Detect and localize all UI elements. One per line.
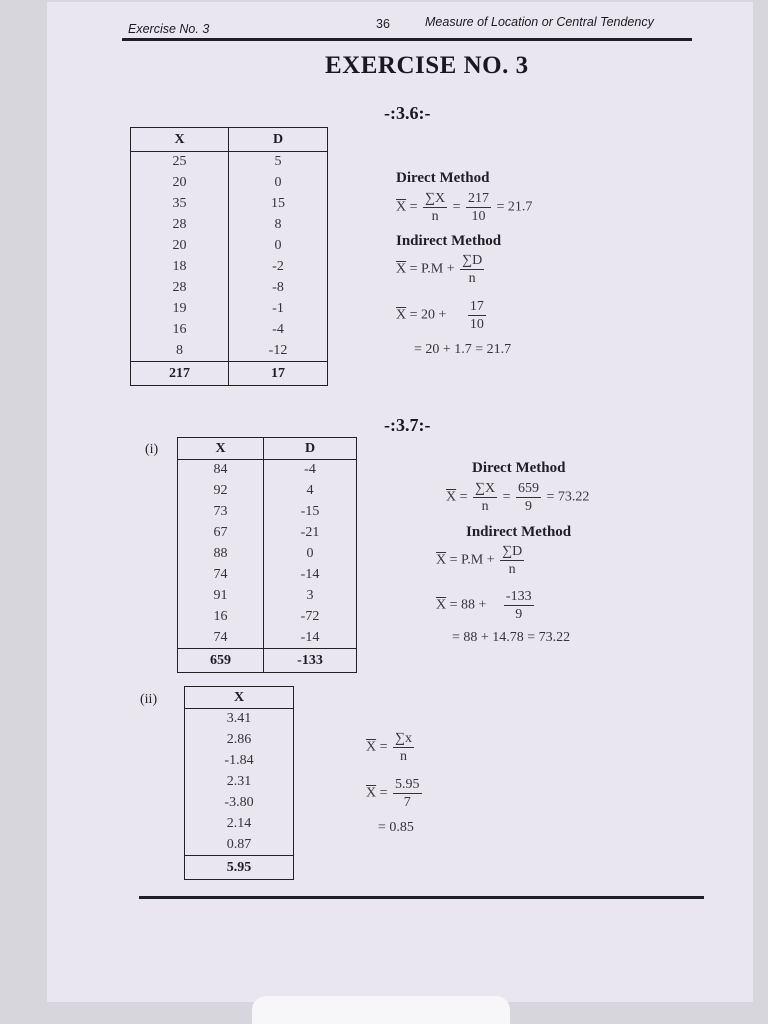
table-cell: 15 xyxy=(229,194,328,215)
denominator: n xyxy=(400,749,408,764)
table-cell: 25 xyxy=(172,154,187,170)
denominator: n xyxy=(508,562,516,577)
table-total-row xyxy=(131,362,328,386)
x-bar-symbol: $\overline{X}$ xyxy=(446,489,457,505)
footer-rule xyxy=(139,896,704,899)
table-cell: 0 xyxy=(229,173,328,194)
table-cell: 0 xyxy=(264,544,357,565)
table-total-cell: -133 xyxy=(264,649,357,673)
header-right: Measure of Location or Central Tendency xyxy=(425,15,654,29)
table-cell: 35 xyxy=(172,196,187,211)
column-header-d: D xyxy=(229,128,328,152)
direct-method-label: Direct Method xyxy=(396,170,490,186)
indirect-method-line3: = 20 + 1.7 = 21.7 xyxy=(414,342,512,357)
table-row xyxy=(185,730,294,751)
table-cell: -4 xyxy=(264,460,357,481)
table-cell: -8 xyxy=(229,278,328,299)
equals-sign: = xyxy=(459,489,468,505)
numerator: 17 xyxy=(469,299,484,314)
x-bar-symbol: $\overline{X}$ xyxy=(366,785,377,801)
table-row xyxy=(131,299,328,320)
table-cell: 3 xyxy=(264,586,357,607)
table-row xyxy=(131,278,328,299)
mean-formula-line2 xyxy=(366,776,424,811)
table-cell: 19 xyxy=(172,301,187,316)
indirect-method-line1 xyxy=(396,252,486,287)
denominator: 10 xyxy=(469,317,484,332)
x-bar-symbol: $\overline{X}$ xyxy=(366,739,377,755)
x-bar-symbol: $\overline{X}$ xyxy=(436,597,447,613)
table-row xyxy=(185,793,294,814)
result: = 21.7 xyxy=(496,199,533,215)
x-bar-symbol: $\overline{X}$ xyxy=(396,307,407,323)
table-cell: 0 xyxy=(229,236,328,257)
table-cell: 16 xyxy=(213,609,228,624)
table-total-row xyxy=(185,856,294,880)
table-cell: 3.41 xyxy=(226,711,252,727)
table-row xyxy=(178,628,357,649)
direct-method-label: Direct Method xyxy=(472,460,566,476)
numerator: ∑X xyxy=(475,481,496,496)
table-cell: 2.14 xyxy=(226,816,252,831)
table-cell: 73 xyxy=(213,504,228,519)
table-row xyxy=(178,502,357,523)
table-row xyxy=(185,772,294,793)
pm-plus: = 88 + xyxy=(449,597,487,613)
table-cell: -21 xyxy=(264,523,357,544)
table-cell: 28 xyxy=(172,280,187,295)
table-row xyxy=(178,460,357,481)
column-header-x: X xyxy=(185,687,294,709)
denominator: n xyxy=(431,209,439,224)
table-cell: 74 xyxy=(213,567,228,582)
table-3-6 xyxy=(130,127,328,386)
pm-plus: = 20 + xyxy=(409,307,447,323)
fraction-sum-d-over-n xyxy=(500,543,524,578)
table-cell: 8 xyxy=(176,342,183,358)
table-row xyxy=(178,565,357,586)
column-header-x: X xyxy=(178,438,264,460)
table-row xyxy=(131,173,328,194)
table-cell: 8 xyxy=(229,215,328,236)
table-cell: -1 xyxy=(229,299,328,320)
numerator: 5.95 xyxy=(395,777,420,792)
result: = 73.22 xyxy=(546,489,590,505)
page-edge-tab xyxy=(252,996,510,1024)
table-row xyxy=(178,544,357,565)
numerator: 659 xyxy=(518,481,540,496)
table-cell: 91 xyxy=(213,588,228,603)
table-cell: 92 xyxy=(213,483,228,498)
table-3-7-i xyxy=(177,437,357,673)
table-cell: 0.87 xyxy=(226,836,252,852)
fraction-sum-d-over-n xyxy=(460,252,484,287)
table-row xyxy=(131,236,328,257)
column-header-x: X xyxy=(131,128,229,152)
part-i-label: (i) xyxy=(145,442,159,457)
direct-method-formula xyxy=(446,480,589,515)
table-cell: 67 xyxy=(213,525,228,540)
section-3-7-heading: -:3.7:- xyxy=(384,415,431,435)
numerator: -133 xyxy=(505,589,532,604)
table-cell: -1.84 xyxy=(224,753,254,768)
numerator: 217 xyxy=(468,191,490,206)
x-bar-symbol: $\overline{X}$ xyxy=(396,261,407,277)
table-cell: -72 xyxy=(264,607,357,628)
table-cell: 20 xyxy=(172,175,187,190)
table-row xyxy=(178,523,357,544)
table-cell: -12 xyxy=(229,341,328,362)
table-row xyxy=(131,257,328,278)
indirect-method-line2 xyxy=(436,588,536,623)
page-title: EXERCISE NO. 3 xyxy=(325,52,529,79)
fraction-sum-x-over-n xyxy=(423,190,447,225)
header-page-number: 36 xyxy=(376,17,390,31)
table-row xyxy=(178,481,357,502)
table-cell: 2.86 xyxy=(226,732,252,747)
numerator: ∑D xyxy=(502,544,523,559)
column-header-d: D xyxy=(264,438,357,460)
table-total-cell: 659 xyxy=(178,649,264,673)
table-row xyxy=(185,751,294,772)
table-cell: 18 xyxy=(172,259,187,274)
fraction-sum-x-over-n xyxy=(473,480,497,515)
header-rule xyxy=(122,38,692,41)
denominator: 9 xyxy=(515,607,523,622)
table-cell: -14 xyxy=(264,565,357,586)
fraction-values xyxy=(468,298,486,333)
fraction-sum-x-over-n xyxy=(393,730,414,765)
indirect-method-line3: = 88 + 14.78 = 73.22 xyxy=(452,630,571,645)
mean-formula-line1 xyxy=(366,730,416,765)
fraction-values xyxy=(466,190,491,225)
table-row xyxy=(178,586,357,607)
section-3-6-heading: -:3.6:- xyxy=(384,103,431,123)
table-row xyxy=(131,194,328,215)
table-total-row xyxy=(178,649,357,673)
table-row xyxy=(185,709,294,730)
table-cell: -14 xyxy=(264,628,357,649)
direct-method-formula xyxy=(396,190,532,225)
pm-plus: = P.M + xyxy=(409,261,455,277)
numerator: ∑X xyxy=(425,191,446,206)
header-left: Exercise No. 3 xyxy=(128,22,210,36)
table-cell: 28 xyxy=(172,217,187,232)
table-total-cell: 217 xyxy=(131,362,229,386)
mean-result: = 0.85 xyxy=(378,820,414,835)
fraction-values xyxy=(393,776,422,811)
table-cell: -15 xyxy=(264,502,357,523)
table-cell: 4 xyxy=(264,481,357,502)
table-cell: 5 xyxy=(229,152,328,173)
table-cell: 2.31 xyxy=(226,774,252,789)
table-total-cell: 17 xyxy=(229,362,328,386)
x-bar-symbol: $\overline{X}$ xyxy=(396,199,407,215)
x-bar-symbol: $\overline{X}$ xyxy=(436,552,447,568)
equals-sign: = xyxy=(379,785,388,801)
table-cell: 74 xyxy=(213,629,228,645)
equals-sign: = xyxy=(379,739,388,755)
table-row xyxy=(131,152,328,173)
denominator: n xyxy=(481,499,489,514)
table-row xyxy=(178,607,357,628)
indirect-method-line2 xyxy=(396,298,488,333)
table-3-7-ii xyxy=(184,686,294,880)
denominator: 10 xyxy=(471,209,486,224)
numerator: ∑x xyxy=(395,731,413,746)
table-row xyxy=(131,320,328,341)
table-cell: 88 xyxy=(213,546,228,561)
table-cell: 84 xyxy=(213,462,228,478)
denominator: n xyxy=(468,271,476,286)
equals-sign: = xyxy=(502,489,511,505)
table-cell: -4 xyxy=(229,320,328,341)
indirect-method-line1 xyxy=(436,543,526,578)
table-cell: 16 xyxy=(172,322,187,337)
table-row xyxy=(131,215,328,236)
equals-sign: = xyxy=(452,199,461,215)
fraction-values xyxy=(504,588,534,623)
equals-sign: = xyxy=(409,199,418,215)
indirect-method-label: Indirect Method xyxy=(396,233,502,249)
table-cell: -3.80 xyxy=(224,795,254,810)
table-row xyxy=(185,835,294,856)
table-row xyxy=(185,814,294,835)
table-cell: 20 xyxy=(172,238,187,253)
pm-plus: = P.M + xyxy=(449,552,495,568)
numerator: ∑D xyxy=(462,253,483,268)
table-cell: -2 xyxy=(229,257,328,278)
indirect-method-label: Indirect Method xyxy=(466,524,572,540)
fraction-values xyxy=(516,480,541,515)
denominator: 9 xyxy=(525,499,533,514)
table-row xyxy=(131,341,328,362)
part-ii-label: (ii) xyxy=(140,692,158,707)
table-total-cell: 5.95 xyxy=(185,856,294,880)
denominator: 7 xyxy=(403,795,411,810)
